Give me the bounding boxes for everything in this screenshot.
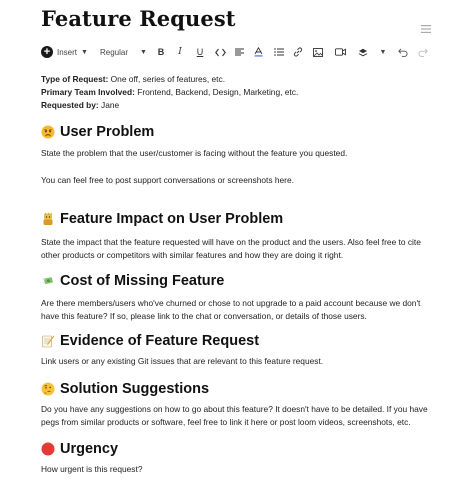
primary-team-label: Primary Team Involved: (41, 87, 135, 97)
embed-button[interactable] (356, 43, 370, 61)
bullet-list-icon (274, 48, 284, 56)
more-options-button[interactable] (378, 43, 388, 61)
heading-text: Urgency (60, 441, 119, 457)
text-style-dropdown[interactable] (100, 43, 147, 61)
chevron-down-icon: ▼ (81, 48, 88, 56)
undo-icon (398, 48, 408, 57)
bullet-list-button[interactable] (273, 43, 284, 61)
plus-icon: + (41, 46, 53, 58)
text-color-icon (254, 47, 263, 57)
paragraph[interactable]: Do you have any suggestions on how to go about this feature? It doesn't have to be detailed. If you have pegs from similar products or software, feel free to link it here or post loom videos, screenshots, etc. (41, 404, 428, 427)
heading-text: Solution Suggestions (60, 381, 210, 397)
request-type-value: One off, series of features, etc. (108, 74, 226, 84)
red-circle-icon (41, 442, 55, 456)
video-icon (335, 48, 346, 56)
thinking-face-icon (41, 382, 55, 396)
caret-down-icon: ▼ (379, 48, 387, 56)
chevron-down-icon: ▼ (140, 48, 147, 56)
heading-cost-missing[interactable] (41, 273, 224, 289)
insert-label: Insert (57, 47, 78, 57)
request-type-line[interactable] (41, 74, 225, 84)
italic-button[interactable]: I (178, 47, 182, 57)
requested-by-line[interactable] (41, 100, 119, 110)
code-icon (215, 48, 226, 57)
primary-team-line[interactable] (41, 87, 298, 97)
align-left-icon (235, 48, 244, 56)
bold-button[interactable]: B (157, 47, 165, 57)
requested-by-value: Jane (98, 100, 120, 110)
memo-icon (41, 334, 55, 348)
underline-button[interactable]: U (196, 47, 204, 57)
video-button[interactable] (334, 43, 347, 61)
heading-text: User Problem (60, 124, 155, 140)
paragraph[interactable]: How urgent is this request? (41, 464, 143, 474)
redo-icon (418, 48, 428, 57)
paragraph[interactable]: State the impact that the feature requested will have on the product and the users. Also feel free to cite other products or competitors with similar features and how they are doing it right. (41, 237, 421, 260)
image-button[interactable] (312, 43, 324, 61)
requested-by-label: Requested by: (41, 100, 99, 110)
paragraph[interactable]: State the problem that the user/customer is facing without the feature you quested. (41, 148, 348, 158)
heading-text: Evidence of Feature Request (60, 333, 260, 349)
zombie-icon (41, 212, 55, 226)
redo-button[interactable] (417, 43, 429, 61)
heading-urgency[interactable] (41, 441, 118, 457)
heading-text: Feature Impact on User Problem (60, 211, 284, 227)
formatting-toolbar (38, 43, 438, 61)
heading-evidence[interactable] (41, 333, 259, 349)
code-button[interactable] (214, 43, 226, 61)
request-type-label: Type of Request: (41, 74, 109, 84)
link-button[interactable] (292, 43, 304, 61)
align-button[interactable] (234, 43, 245, 61)
undo-button[interactable] (397, 43, 409, 61)
image-icon (313, 48, 323, 57)
page-title[interactable]: Feature Request (41, 6, 236, 31)
link-icon (293, 47, 303, 57)
paragraph[interactable]: Link users or any existing Git issues that are relevant to this feature request. (41, 356, 324, 366)
hamburger-menu-icon[interactable] (421, 24, 431, 34)
text-style-label: Regular (100, 47, 129, 57)
embed-icon (358, 48, 368, 57)
text-color-button[interactable] (253, 43, 264, 61)
insert-button[interactable] (41, 43, 88, 61)
heading-feature-impact[interactable] (41, 211, 283, 227)
angry-face-icon (41, 125, 55, 139)
heading-text: Cost of Missing Feature (60, 273, 225, 289)
money-with-wings-icon (41, 274, 55, 288)
paragraph[interactable]: You can feel free to post support conversations or screenshots here. (41, 175, 294, 185)
paragraph[interactable]: Are there members/users who've churned or chose to not upgrade to a paid account because we don't have this feature? If so, please link to the chat or conversation, or details of those users. (41, 298, 421, 321)
heading-solution-suggestions[interactable] (41, 381, 209, 397)
heading-user-problem[interactable] (41, 124, 154, 140)
primary-team-value: Frontend, Backend, Design, Marketing, etc. (134, 87, 299, 97)
